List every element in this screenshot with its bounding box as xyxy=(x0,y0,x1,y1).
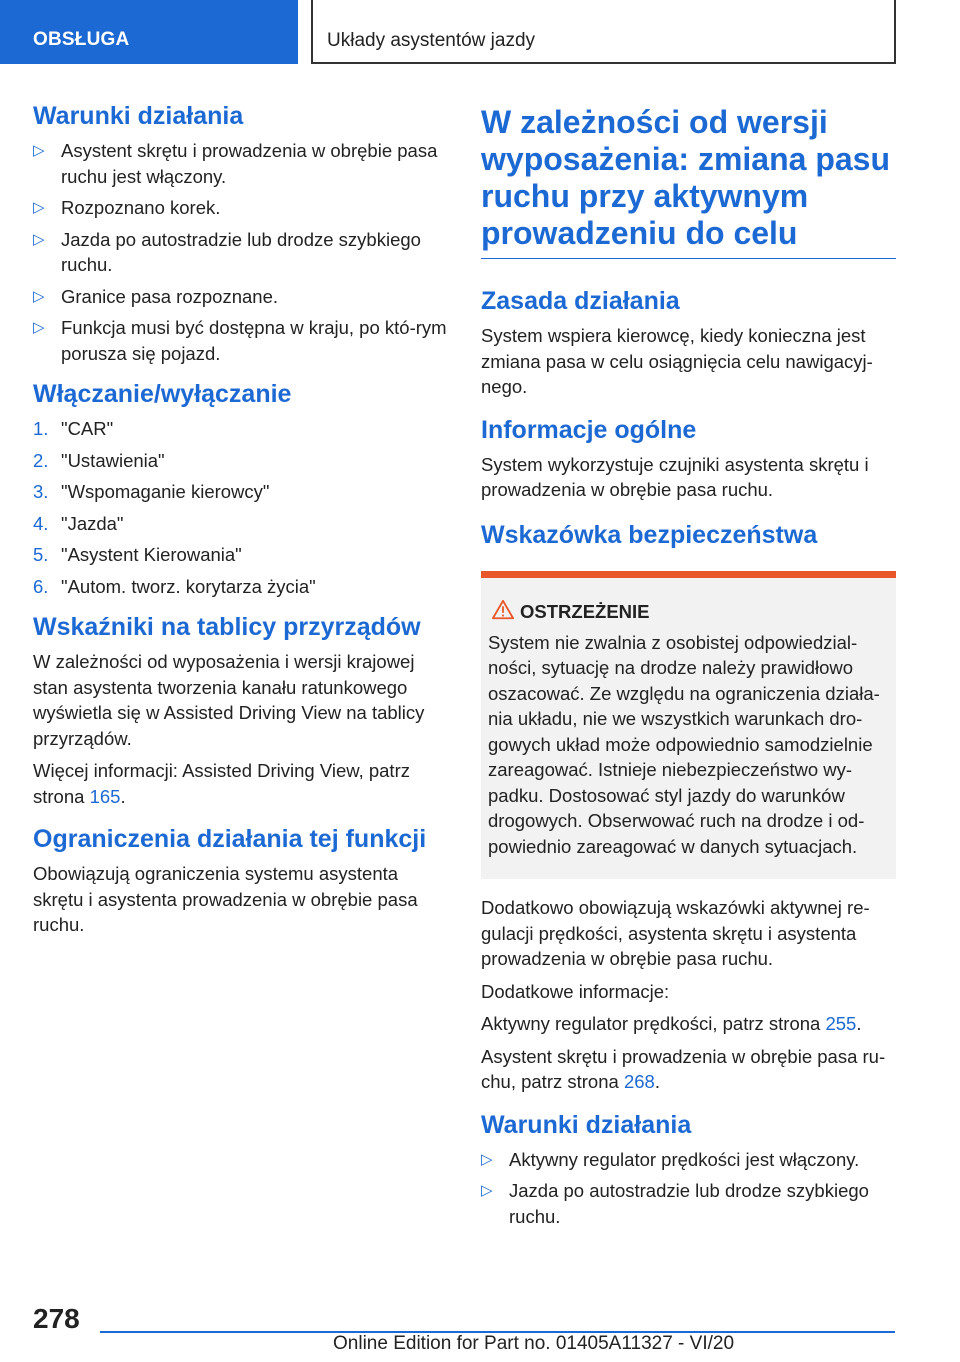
warning-triangle-icon xyxy=(492,599,514,621)
indicators-reference: Więcej informacji: Assisted Driving View, patrz strona 165. xyxy=(33,760,410,807)
limits-paragraph: Obowiązują ograniczenia systemu asystenta skrętu i asystenta prowadzenia w obrębie pasa ruchu. xyxy=(33,863,418,935)
list-item: ▷ Granice pasa rozpoznane. xyxy=(33,284,448,310)
list-item: ▷ Asystent skrętu i prowadzenia w obrębie pasa ruchu jest włączony. xyxy=(33,140,438,187)
chapter-header xyxy=(311,0,896,64)
conditions-heading-right: Warunki działania xyxy=(481,1110,692,1139)
right-column xyxy=(481,104,896,1241)
page-number: 278 xyxy=(33,1303,80,1334)
step-item: 5. "Asystent Kierowania" xyxy=(33,544,242,565)
safety-heading: Wskazówka bezpieczeństwa xyxy=(481,520,818,549)
page-link[interactable]: 165 xyxy=(89,785,121,807)
step-item: 2. "Ustawienia" xyxy=(33,449,165,471)
indicators-paragraph: W zależności od wyposażenia i wersji krajowej stan asystenta tworzenia kanału ratunkowego wyświetla się w Assisted Driving View na tablicy przyrządów. xyxy=(33,651,425,749)
chapter-label: Układy asystentów jazdy xyxy=(327,30,536,51)
list-item: ▷ Rozpoznano korek. xyxy=(33,195,448,221)
onoff-steps xyxy=(33,416,448,599)
principle-paragraph: System wspiera kierowcę, kiedy konieczna jest zmiana pasa w celu osiągnięcia celu nawigacyj-nego. xyxy=(481,325,873,397)
additional-label: Dodatkowe informacje: xyxy=(481,980,670,1002)
bullet-triangle-icon: ▷ xyxy=(33,199,45,216)
warning-text: System nie zwalnia z osobistej odpowiedzial-ności, sytuację na drodze należy prawidłowo oszacować. Ze względu na ograniczenia działa-nia układu, nie we wszystkich warunkach dro-gowych układ może odpowiednio samodzielnie zareagować. Istnieje niebezpieczeństwo wy-padku. Dostosować styl jazdy do warunków drogowych. Obserwować ruch na drodze i od-powiednio zareagować w danych sytuacjach. xyxy=(488,631,880,857)
warning-title xyxy=(520,600,889,624)
conditions-heading: Warunki działania xyxy=(33,102,244,130)
limits-heading: Ograniczenia działania tej funkcji xyxy=(33,825,427,853)
left-column xyxy=(33,100,448,945)
step-item: 4. "Jazda" xyxy=(33,512,124,534)
bullet-triangle-icon: ▷ xyxy=(33,319,45,336)
warning-label: OSTRZEŻENIE xyxy=(520,600,650,622)
bullet-triangle-icon: ▷ xyxy=(33,230,45,248)
onoff-heading: Włączanie/wyłączanie xyxy=(33,380,292,408)
list-item: ▷ Jazda po autostradzie lub drodze szybkiego ruchu. xyxy=(481,1180,869,1227)
page-link[interactable]: 268 xyxy=(623,1071,655,1092)
step-item: 3. "Wspomaganie kierowcy" xyxy=(33,481,270,502)
general-heading: Informacje ogólne xyxy=(481,415,697,444)
warning-box xyxy=(481,571,896,880)
indicators-heading: Wskaźniki na tablicy przyrządów xyxy=(33,613,421,641)
page-link[interactable]: 255 xyxy=(825,1013,857,1034)
section-label: OBSŁUGA xyxy=(33,29,130,50)
bullet-triangle-icon: ▷ xyxy=(33,142,45,159)
section-tab xyxy=(0,0,298,64)
principle-heading: Zasada działania xyxy=(481,287,680,315)
main-heading: W zależności od wersji wyposażenia: zmiana pasu ruchu przy aktywnym prowadzeniu do celu xyxy=(481,104,896,259)
conditions-list-right xyxy=(481,1147,896,1230)
conditions-list xyxy=(33,138,448,366)
bullet-triangle-icon: ▷ xyxy=(481,1182,493,1199)
step-item: 1. "CAR" xyxy=(33,418,114,439)
bullet-triangle-icon: ▷ xyxy=(481,1150,493,1168)
cruise-control-reference: Aktywny regulator prędkości, patrz strona 255. xyxy=(481,1013,862,1034)
general-paragraph: System wykorzystuje czujniki asystenta skrętu i prowadzenia w obrębie pasa ruchu. xyxy=(481,453,869,500)
steering-assistant-reference: Asystent skrętu i prowadzenia w obrębie pasa ru-chu, patrz strona 268. xyxy=(481,1045,886,1092)
list-item: ▷ Aktywny regulator prędkości jest włączony. xyxy=(481,1147,896,1173)
list-item: ▷ Jazda po autostradzie lub drodze szybkiego ruchu. xyxy=(33,228,421,275)
edition-label: Online Edition for Part no. 01405A11327 - VI/20 xyxy=(333,1333,735,1354)
additional-paragraph: Dodatkowo obowiązują wskazówki aktywnej re-gulacji prędkości, asystenta skrętu i asystenta prowadzenia w obrębie pasa ruchu. xyxy=(481,897,870,969)
bullet-triangle-icon: ▷ xyxy=(33,287,45,305)
step-item: 6. "Autom. tworz. korytarza życia" xyxy=(33,575,316,597)
list-item: ▷ Funkcja musi być dostępna w kraju, po któ-rym porusza się pojazd. xyxy=(33,317,447,364)
